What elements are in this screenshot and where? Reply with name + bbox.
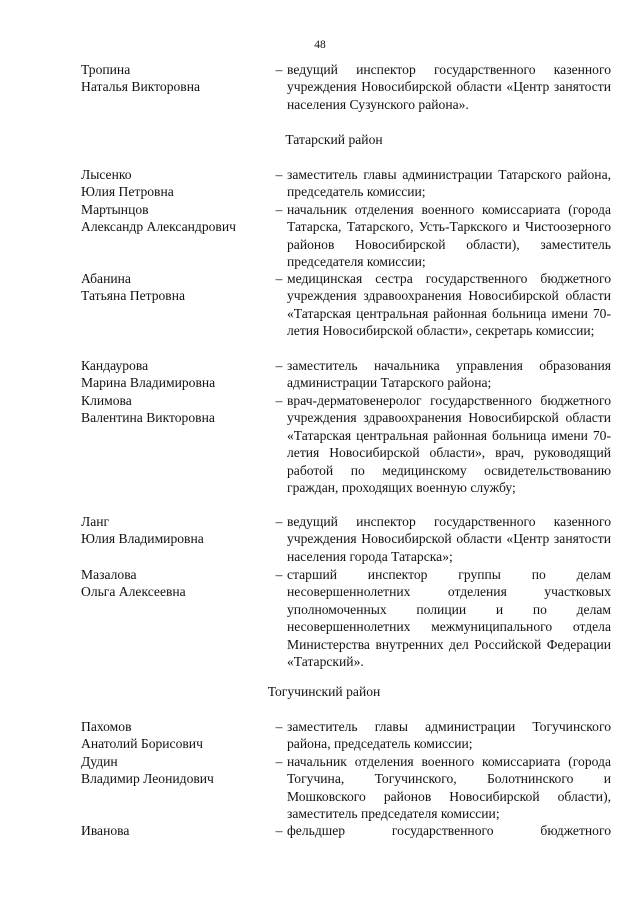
member-given-names: Татьяна Петровна: [81, 288, 186, 304]
member-surname: Дудин: [81, 754, 118, 769]
member-given-names: Валентина Викторовна: [81, 410, 215, 426]
dash-separator: –: [275, 754, 283, 769]
member-position: заместитель главы администрации Тогучинского района, председатель комиссии;: [287, 719, 611, 752]
member-position: медицинская сестра государственного бюджетного учреждения здравоохранения Новосибирской области «Татарская центральная районная больница имени 70-летия Новосибирской области», секретарь комиссии;: [287, 271, 611, 339]
dash-separator: –: [275, 358, 283, 373]
member-surname: Абанина: [81, 271, 131, 286]
section-title-toguchinsky: Тогучинский район: [267, 684, 381, 699]
member-name: [81, 392, 271, 427]
dash-separator: –: [275, 719, 283, 734]
member-given-names: Юлия Владимировна: [81, 531, 204, 547]
member-given-names: Марина Владимировна: [81, 375, 216, 391]
member-position: ведущий инспектор государственного казенного учреждения Новосибирской области «Центр занятости населения Сузунского района».: [287, 62, 611, 112]
member-given-names: Наталья Викторовна: [81, 79, 201, 95]
member-given-names: Александр Александрович: [81, 219, 236, 235]
member-name: [81, 357, 271, 392]
page-number: 48: [314, 39, 326, 51]
member-surname: Мазалова: [81, 567, 137, 582]
member-position: заместитель начальника управления образования администрации Татарского района;: [287, 358, 611, 391]
member-name: [81, 566, 271, 601]
member-surname: Иванова: [81, 823, 130, 838]
member-name: [81, 822, 271, 839]
member-surname: Кандаурова: [81, 358, 149, 373]
member-position: старший инспектор группы по делам несовершеннолетних отделения участковых уполномоченных полиции и по делам несовершеннолетних межмуниципального отдела Министерства внутренних дел Российской Федерации «Татарский».: [287, 567, 611, 670]
member-position: фельдшер государственного бюджетного: [287, 823, 611, 838]
dash-separator: –: [275, 393, 283, 408]
section-title-tatarsky: Татарский район: [285, 132, 383, 147]
dash-separator: –: [275, 271, 283, 286]
member-given-names: Юлия Петровна: [81, 184, 174, 200]
member-position: ведущий инспектор государственного казенного учреждения Новосибирской области «Центр занятости населения города Татарска»;: [287, 514, 611, 564]
dash-separator: –: [275, 567, 283, 582]
dash-separator: –: [275, 167, 283, 182]
member-position: начальник отделения военного комиссариата (города Тогучина, Тогучинского, Болотнинского и Мошковского районов Новосибирской области), заместитель председателя комиссии;: [287, 754, 611, 822]
dash-separator: –: [275, 202, 283, 217]
member-given-names: Владимир Леонидович: [81, 771, 214, 787]
member-name: [81, 270, 271, 305]
member-given-names: Анатолий Борисович: [81, 736, 203, 752]
member-surname: Климова: [81, 393, 132, 408]
member-position: врач-дерматовенеролог государственного бюджетного учреждения здравоохранения Новосибирской области «Татарская центральная районная больница имени 70-летия Новосибирской области», врач, руководящий работой по медицинскому освидетельствованию граждан, проходящих военную службу;: [287, 393, 611, 496]
member-surname: Лысенко: [81, 167, 132, 182]
member-position: начальник отделения военного комиссариата (города Татарска, Татарского, Усть-Таркского и Чистоозерного районов Новосибирской области), заместитель председателя комиссии;: [287, 202, 611, 270]
dash-separator: –: [275, 62, 283, 77]
dash-separator: –: [275, 514, 283, 529]
dash-separator: –: [275, 823, 283, 838]
member-surname: Пахомов: [81, 719, 132, 734]
member-name: [81, 753, 271, 788]
member-name: [81, 718, 271, 753]
member-given-names: Ольга Алексеевна: [81, 584, 186, 600]
member-surname: Ланг: [81, 514, 110, 529]
member-surname: Мартынцов: [81, 202, 149, 217]
member-surname: Тропина: [81, 62, 131, 77]
member-name: [81, 61, 271, 96]
member-position: заместитель главы администрации Татарского района, председатель комиссии;: [287, 167, 611, 200]
member-name: [81, 201, 271, 236]
member-name: [81, 166, 271, 201]
member-name: [81, 513, 271, 548]
